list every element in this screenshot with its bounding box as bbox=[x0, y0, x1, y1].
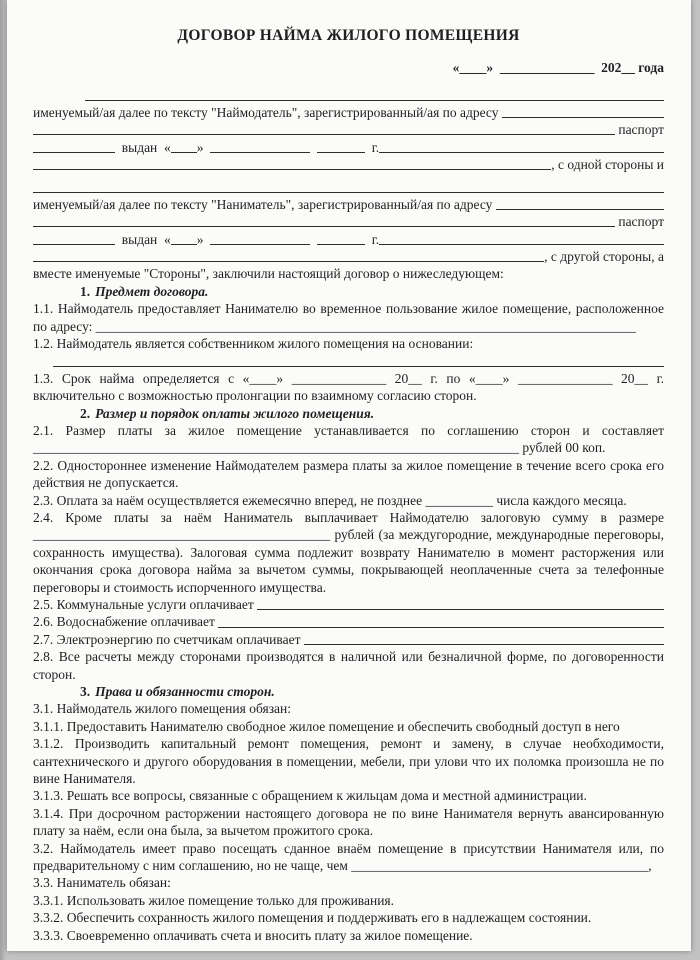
contract-paragraph: 2.1. Размер платы за жилое помещение устанавливается по соглашению сторон и составляет ________________________________________________________________________ рублей 00 коп. bbox=[33, 422, 664, 456]
form-blank bbox=[85, 100, 664, 101]
form-blank bbox=[379, 152, 664, 153]
contract-paragraph: 3.2. Наймодатель имеет право посещать сданное внаём помещение в присутствии Нанимателя или, по предварительному с ним соглашению, но не чаще, чем ____________________________________________, bbox=[33, 840, 664, 874]
fill-line bbox=[33, 196, 664, 213]
contract-paragraph: 2.4. Кроме платы за наём Наниматель выплачивает Наймодателю залоговую сумму в размере ____________________________________________ рублей (за междугородние, международные переговоры, сохранность имущества). Залоговая сумма подлежит возврату Нанимателю в момент расторжения или окончания срока договора найма за вычетом суммы, покрывающей неоплаченные счета за телефонные переговоры и стоимость испорченного имущества. bbox=[33, 509, 664, 595]
form-blank bbox=[33, 226, 615, 227]
fill-text: г. bbox=[365, 231, 380, 247]
fill-text: , с другой стороны, а bbox=[544, 248, 664, 264]
fill-line bbox=[33, 213, 664, 230]
fill-text: 2.5. Коммунальные услуги оплачивает bbox=[33, 597, 258, 612]
contract-paragraph: 2.2. Одностороннее изменение Наймодателем размера платы за жилое помещение в течение всего срока его действия не допускается. bbox=[33, 457, 664, 491]
contract-paragraph: 3.3.3. Своевременно оплачивать счета и вносить плату за жилое помещение. bbox=[33, 927, 473, 943]
fill-text bbox=[310, 139, 317, 156]
form-blank bbox=[33, 152, 115, 153]
form-blank bbox=[33, 169, 551, 170]
fill-line bbox=[33, 178, 664, 195]
fill-line bbox=[33, 139, 664, 156]
fill-text: 2.7. Электроэнергию по счетчикам оплачивает bbox=[33, 631, 304, 647]
form-blank bbox=[53, 366, 664, 367]
fill-line bbox=[53, 352, 664, 369]
fill-line bbox=[33, 248, 664, 265]
form-blank bbox=[218, 627, 664, 628]
fill-text: , с одной стороны и bbox=[551, 156, 664, 172]
form-blank bbox=[317, 244, 365, 245]
form-blank bbox=[257, 609, 664, 610]
section-heading bbox=[33, 405, 664, 422]
contract-paragraph: 3.1.4. При досрочном расторжении настоящего договора не по вине Нанимателя вернуть авансированную плату за наём, если она была, за вычетом прожитого срока. bbox=[33, 805, 664, 839]
form-blank bbox=[33, 244, 115, 245]
fill-text: » bbox=[196, 139, 211, 155]
document-body bbox=[33, 27, 664, 944]
contract-paragraph: вместе именуемые "Стороны", заключили настоящий договор о нижеследующем: bbox=[33, 266, 504, 282]
document-title: ДОГОВОР НАЙМА ЖИЛОГО ПОМЕЩЕНИЯ bbox=[177, 27, 520, 44]
section-heading bbox=[33, 683, 664, 700]
fill-line bbox=[33, 104, 664, 121]
fill-text: г. bbox=[365, 139, 380, 155]
form-blank bbox=[210, 244, 310, 245]
form-blank bbox=[33, 261, 544, 262]
fill-line bbox=[33, 613, 664, 630]
contract-paragraph: 3.3. Наниматель обязан: bbox=[33, 875, 171, 891]
contract-date-line: «____» ______________ 202__ года bbox=[452, 60, 664, 75]
fill-text: выдан « bbox=[115, 139, 171, 155]
fill-line bbox=[33, 121, 664, 138]
section-title: Предмет договора. bbox=[95, 283, 209, 299]
fill-text: 2.6. Водоснабжение оплачивает bbox=[33, 614, 219, 630]
fill-text: паспорт bbox=[614, 214, 664, 230]
fill-line bbox=[33, 596, 664, 613]
contract-paragraph: 1.3. Срок найма определяется с «____» ______________ 20__ г. по «____» ______________ 20__ г. включительно с возможностью пролонгации по взаимному согласию сторон. bbox=[33, 370, 664, 404]
section-number: 3. bbox=[80, 684, 91, 699]
contract-paragraph: 3.1.1. Предоставить Нанимателю свободное жилое помещение и обеспечить свободный доступ в него bbox=[33, 718, 620, 734]
fill-text: паспорт bbox=[614, 122, 664, 138]
fill-text: именуемый/ая далее по тексту "Наймодатель", зарегистрированный/ая по адресу bbox=[33, 104, 502, 120]
form-blank bbox=[171, 244, 197, 245]
fill-line bbox=[33, 631, 664, 648]
contract-paragraph: 3.3.2. Обеспечить сохранность жилого помещения и поддерживать его в надлежащем состоянии. bbox=[33, 910, 592, 926]
section-heading bbox=[33, 283, 664, 300]
fill-line bbox=[85, 86, 664, 103]
form-blank bbox=[502, 117, 664, 118]
contract-paragraph: 3.1.3. Решать все вопросы, связанные с обращением к жильцам дома и местной администрации. bbox=[33, 788, 587, 804]
contract-paragraph: 3.3.1. Использовать жилое помещение только для проживания. bbox=[33, 892, 395, 908]
fill-text: именуемый/ая далее по тексту "Наниматель", зарегистрированный/ая по адресу bbox=[33, 196, 496, 212]
section-title: Права и обязанности сторон. bbox=[95, 684, 275, 699]
fill-line bbox=[33, 156, 664, 173]
contract-page bbox=[7, 0, 691, 951]
form-blank bbox=[379, 244, 664, 245]
contract-paragraph: 3.1.2. Производить капитальный ремонт помещения, ремонт и замену, в случае необходимости, сантехнического и другого оборудования в помещении, мебели, при улови что их поломка произошла не по вине Нанимателя. bbox=[33, 736, 664, 787]
fill-text bbox=[310, 231, 317, 248]
section-number: 1. bbox=[80, 283, 91, 299]
contract-paragraph: 1.2. Наймодатель является собственником жилого помещения на основании: bbox=[33, 335, 474, 351]
contract-paragraph: 3.1. Наймодатель жилого помещения обязан: bbox=[33, 701, 291, 717]
form-blank bbox=[496, 209, 664, 210]
contract-paragraph: 2.3. Оплата за наём осуществляется ежемесячно вперед, не позднее __________ числа каждого месяца. bbox=[33, 492, 627, 508]
form-blank bbox=[317, 152, 365, 153]
form-blank bbox=[304, 644, 664, 645]
section-number: 2. bbox=[80, 405, 91, 421]
fill-line bbox=[33, 231, 664, 248]
fill-text: » bbox=[196, 231, 211, 247]
form-blank bbox=[33, 192, 664, 193]
fill-text: выдан « bbox=[115, 231, 171, 247]
form-blank bbox=[33, 134, 615, 135]
section-title: Размер и порядок оплаты жилого помещения. bbox=[95, 405, 375, 421]
form-blank bbox=[210, 152, 310, 153]
contract-paragraph: 2.8. Все расчеты между сторонами производятся в наличной или безналичной форме, по договоренности сторон. bbox=[33, 649, 664, 682]
form-blank bbox=[171, 152, 197, 153]
contract-paragraph: 1.1. Наймодатель предоставляет Нанимателю во временное пользование жилое помещение, расположенное по адресу: ________________________________________________________________________________ bbox=[33, 301, 664, 334]
